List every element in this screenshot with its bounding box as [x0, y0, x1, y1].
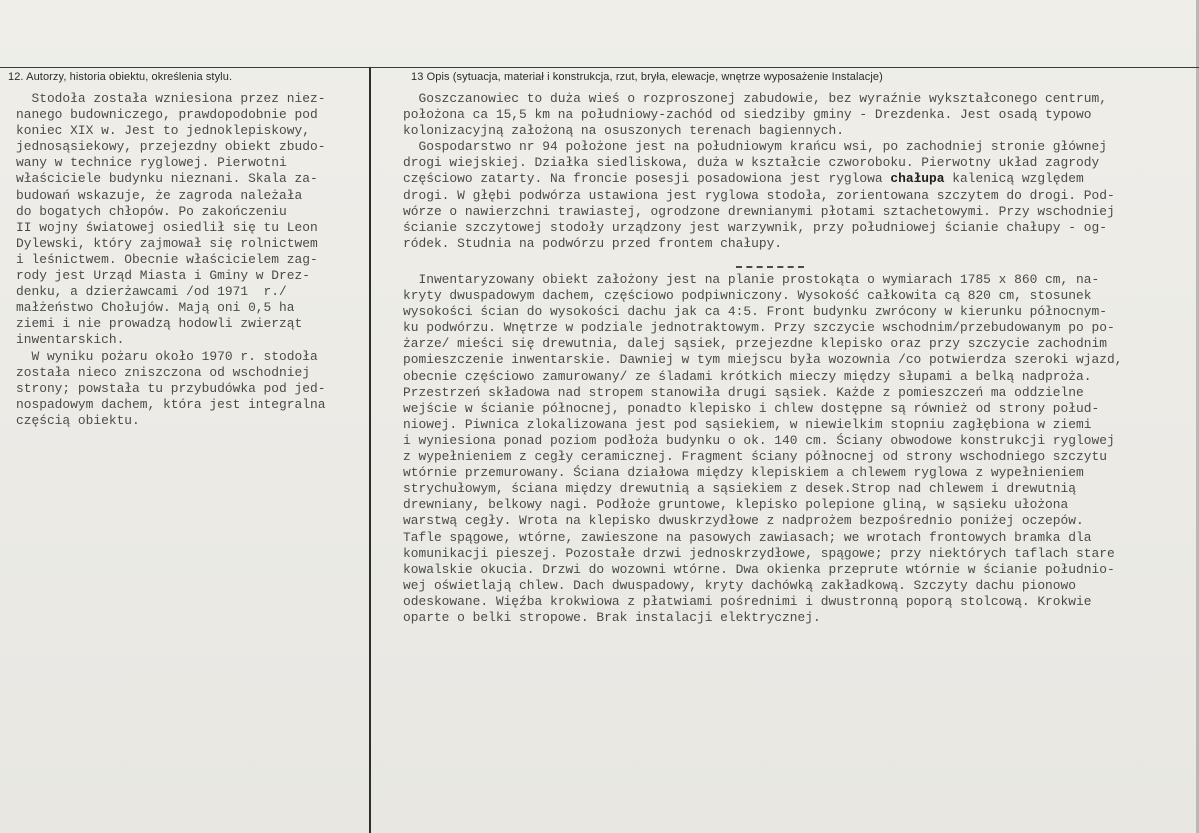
- text-line: drogi. W głębi podwórza ustawiona jest ryglowa stodoła, zorientowana szczytem do drogi. Pod-: [403, 187, 1115, 203]
- text-line: wysokości ścian do wysokości dachu jak ca 4:5. Front budynku zwrócony w kierunku północnym-: [403, 304, 1107, 320]
- text-line: wórze o nawierzchni trawiastej, ogrodzone drewnianymi płotami sztachetowymi. Przy wschodniej: [403, 203, 1115, 219]
- text-line: i wyniesiona ponad poziom podłoża budynku o ok. 140 cm. Ściany obwodowe konstrukcji ryglowej: [403, 432, 1115, 448]
- text-line: II wojny światowej osiedlił się tu Leon: [16, 219, 318, 235]
- section-12-text: [16, 91, 325, 429]
- text-line: obecnie częściowo zamurowany/ ze śladami krótkich mieczy między słupami a belką nadproża.: [403, 368, 1092, 384]
- text-line: denku, a dzierżawcami /od 1971 r./: [16, 284, 287, 300]
- text-line: W wyniku pożaru około 1970 r. stodoła: [16, 348, 318, 364]
- section-13-paragraph-2: [403, 272, 1122, 626]
- text-line: częścią obiektu.: [16, 412, 140, 428]
- text-line: Gospodarstwo nr 94 położone jest na południowym krańcu wsi, po zachodniej stronie głównej: [403, 139, 1107, 155]
- text-line: niowej. Piwnica zlokalizowana jest pod sąsiekiem, w niewielkim stopniu zagłębiona w ziemi: [403, 416, 1092, 432]
- text-line: z wypełnieniem z cegły ceramicznej. Fragment ściany północnej od strony wschodniego szczytu: [403, 449, 1107, 465]
- text-line: koniec XIX w. Jest to jednoklepiskowy,: [16, 123, 310, 139]
- header-rule: [0, 67, 1199, 68]
- dashed-separator: [736, 266, 804, 268]
- text-line: komunikacji pieszej. Pozostałe drzwi jednoskrzydłowe, spągowe; przy niektórych taflach stare: [403, 545, 1115, 561]
- text-line: budowań wskazuje, że zagroda należała: [16, 187, 303, 203]
- text-line: drewniany, belkowy nagi. Podłoże gruntowe, klepisko polepione gliną, w sąsieku ułożona: [403, 497, 1069, 513]
- section-12-heading: 12. Autorzy, historia obiektu, określenia stylu.: [8, 71, 233, 83]
- text-line: drogi wiejskiej. Działka siedliskowa, duża w kształcie czworoboku. Pierwotny układ zagrody: [403, 155, 1100, 171]
- section-13-heading: 13 Opis (sytuacja, materiał i konstrukcja, rzut, bryła, elewacje, wnętrze wyposażenie Instalacje): [411, 71, 883, 83]
- section-13-paragraph-1: [403, 91, 1115, 252]
- text-line: pomieszczenie inwentarskie. Dawniej w tym miejscu była wozownia /co potwierdza szeroki wjazd,: [403, 352, 1123, 368]
- text-line: kolonizacyjną założoną na osuszonych terenach bagiennych.: [403, 123, 844, 139]
- text-line: ku podwórzu. Wnętrze w podziale jednotraktowym. Przy szczycie wschodnim/przebudowanym po po-: [403, 320, 1115, 336]
- text-line: kowalskie okucia. Drzwi do wozowni wtórne. Dwa okienka przeprute wtórnie w ścianie południo-: [403, 561, 1115, 577]
- text-line: kryty dwuspadowym dachem, częściowo podpiwniczony. Wysokość całkowita cą 820 cm, stosunek: [403, 288, 1092, 304]
- text-line: i leśnictwem. Obecnie właścicielem zag-: [16, 251, 318, 267]
- text-line: nospadowym dachem, która jest integralna: [16, 396, 326, 412]
- text-line: strychułowym, ściana między drewutnią a sąsiekiem z desek.Strop nad chlewem i drewutnią: [403, 481, 1077, 497]
- text-line: małżeństwo Chołujów. Mają oni 0,5 ha: [16, 300, 295, 316]
- text-line: jednosąsiekowy, przejezdny obiekt zbudo-: [16, 139, 326, 155]
- text-line: Inwentaryzowany obiekt założony jest na planie prostokąta o wymiarach 1785 x 860 cm, na-: [403, 272, 1100, 287]
- text-line: oparte o belki stropowe. Brak instalacji elektrycznej.: [403, 609, 821, 625]
- column-divider: [369, 67, 371, 833]
- text-line: ścianie szczytowej stodoły urządzony jest warzywnik, przy południowej ścianie chałupy - og-: [403, 219, 1107, 235]
- text-line: wany w technice ryglowej. Pierwotni: [16, 155, 287, 171]
- text-line: nanego budowniczego, prawdopodobnie pod: [16, 107, 318, 123]
- text-line: Goszczanowiec to duża wieś o rozproszonej zabudowie, bez wyraźnie wykształconego centrum,: [403, 91, 1107, 106]
- text-line: warstwą cegły. Wrota na klepisko dwuskrzydłowe z nadprożem bezpośrednio poniżej oczepów.: [403, 513, 1084, 529]
- text-line: wejście w ścianie północnej, ponadto klepisko i chlew dostępne są również od strony połud-: [403, 400, 1100, 416]
- text-line: Przestrzeń składowa nad stropem stanowiła drugi sąsiek. Każde z pomieszczeń ma oddzielne: [403, 384, 1084, 400]
- text-line: wtórnie przemurowany. Ściana działowa między klepiskiem a chlewem ryglowa z wypełnieniem: [403, 465, 1084, 481]
- text-line: położona ca 15,5 km na południowy-zachód od siedziby gminy - Drezdenka. Jest osadą typowo: [403, 107, 1092, 123]
- text-line: wej oświetlają chlew. Dach dwuspadowy, kryty dachówką zakładkową. Szczyty dachu pionowo: [403, 577, 1077, 593]
- text-line: do bogatych chłopów. Po zakończeniu: [16, 203, 287, 219]
- text-line: Dylewski, który zajmował się rolnictwem: [16, 235, 318, 251]
- text-line: żarze/ mieści się drewutnia, dalej sąsiek, przejezdne klepisko oraz przy szczycie zachodnim: [403, 336, 1107, 352]
- text-line: ziemi i nie prowadzą hodowli zwierząt: [16, 316, 303, 332]
- text-line: ródek. Studnia na podwórzu przed frontem chałupy.: [403, 235, 783, 251]
- text-line: właściciele budynku nieznani. Skala za-: [16, 171, 318, 187]
- text-line: Stodoła została wzniesiona przez niez-: [16, 91, 326, 106]
- text-line: odeskowane. Więźba krokwiowa z płatwiami pośrednimi i dwustronną poporą stolcową. Krokwie: [403, 593, 1092, 609]
- text-line: rody jest Urząd Miasta i Gminy w Drez-: [16, 268, 310, 284]
- text-line: Tafle spągowe, wtórne, zawieszone na pasowych zawiasach; we wrotach frontowych bramka dla: [403, 529, 1092, 545]
- text-line: inwentarskich.: [16, 332, 125, 348]
- text-line: strony; powstała tu przybudówka pod jed-: [16, 380, 326, 396]
- text-line: została nieco zniszczona od wschodniej: [16, 364, 310, 380]
- text-line: częściowo zatarty. Na froncie posesji posadowiona jest ryglowa chałupa kalenicą względem: [403, 171, 1084, 187]
